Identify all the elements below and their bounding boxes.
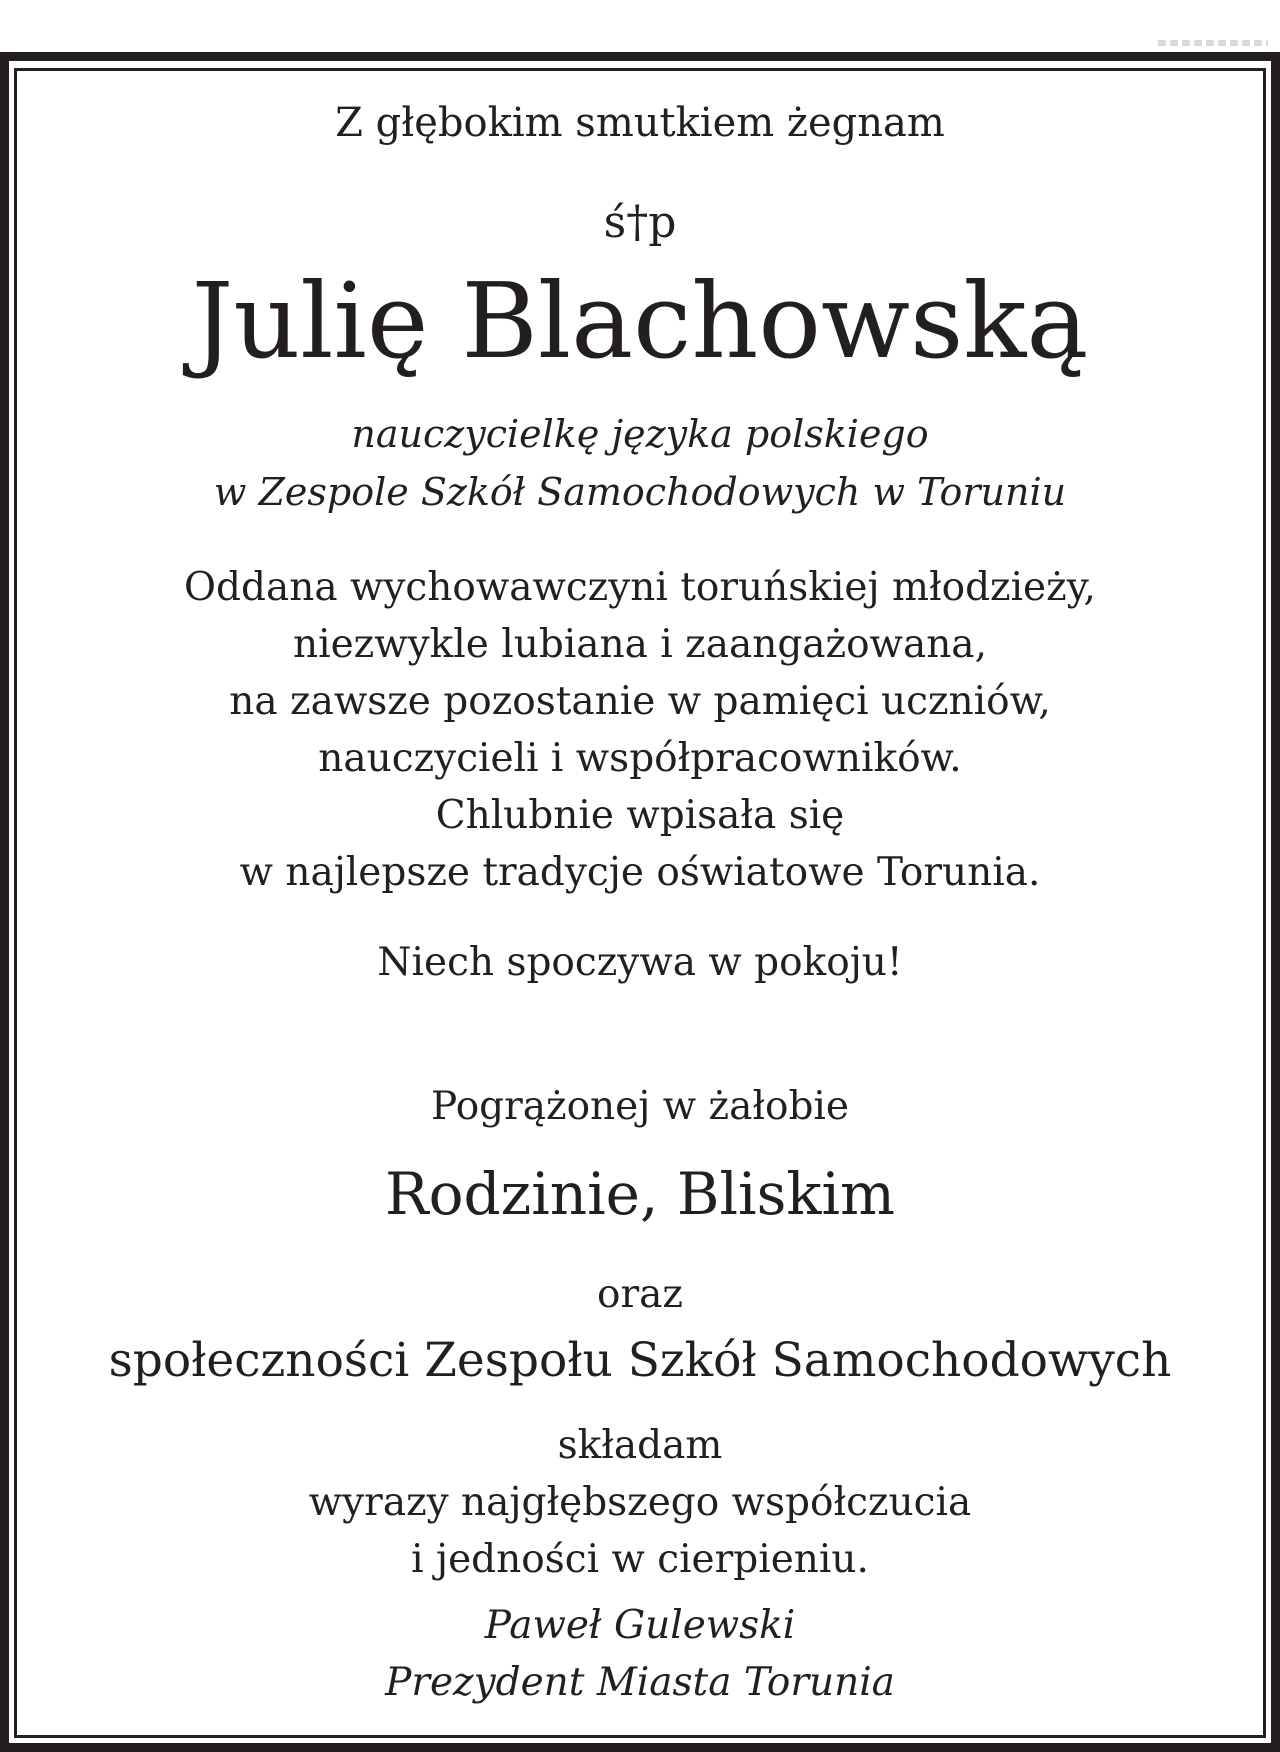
family-addressee: Rodzinie, Bliskim — [384, 1160, 896, 1228]
mourning-intro: Pogrążonej w żałobie — [431, 1084, 849, 1129]
signature-block — [17, 1597, 1263, 1711]
tribute-line: Chlubnie wpisała się — [435, 793, 845, 838]
honorific-mark: ś†p — [603, 197, 677, 248]
tribute-line: nauczycieli i współpracowników. — [318, 736, 962, 781]
deceased-name: Julię Blachowską — [191, 260, 1089, 382]
farewell-text: Niech spoczywa w pokoju! — [377, 940, 903, 985]
signatory-name: Paweł Gulewski — [484, 1603, 796, 1648]
scan-edge-mark — [1158, 40, 1268, 46]
obituary-notice — [17, 71, 1263, 1735]
tribute-line: na zawsze pozostanie w pamięci uczniów, — [229, 679, 1051, 724]
role-line-2: w Zespole Szkół Samochodowych w Toruniu — [213, 470, 1067, 514]
community-addressee: społeczności Zespołu Szkół Samochodowych — [108, 1333, 1172, 1388]
signatory-title: Prezydent Miasta Torunia — [385, 1660, 895, 1705]
tribute-line: w najlepsze tradycje oświatowe Torunia. — [239, 850, 1041, 895]
conjunction-text: oraz — [597, 1272, 683, 1317]
condolence-line: i jedności w cierpieniu. — [411, 1537, 869, 1582]
condolence-line: składam — [557, 1423, 723, 1468]
role-line-1: nauczycielkę języka polskiego — [351, 412, 929, 456]
intro-text: Z głębokim smutkiem żegnam — [335, 100, 945, 146]
tribute-text — [17, 559, 1263, 901]
condolence-line: wyrazy najgłębszego współczucia — [308, 1480, 972, 1525]
condolence-text — [17, 1417, 1263, 1588]
tribute-line: niezwykle lubiana i zaangażowana, — [293, 622, 987, 667]
tribute-line: Oddana wychowawczyni toruńskiej młodzieży, — [184, 565, 1096, 610]
